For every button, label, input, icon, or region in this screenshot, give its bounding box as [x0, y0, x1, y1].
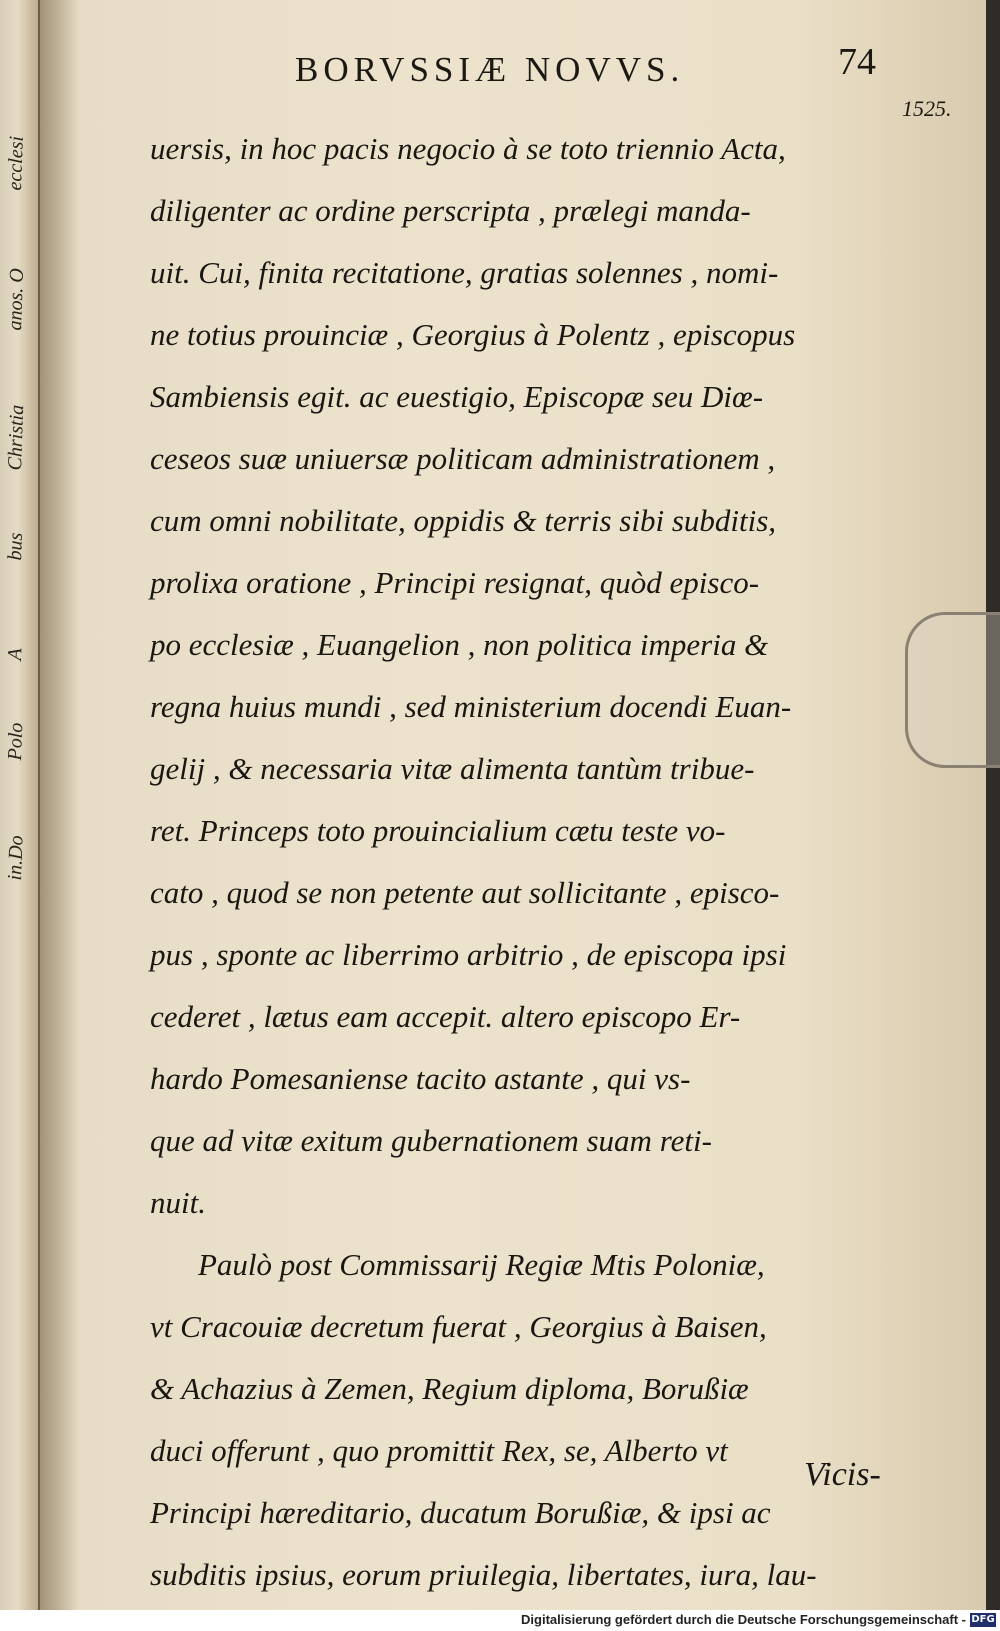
text-line: regna huius mundi , sed ministerium docendi Euan- [150, 689, 792, 724]
text-line: duci offerunt , quo promittit Rex, se, Alberto vt [150, 1433, 728, 1468]
text-line: subditis ipsius, eorum priuilegia, libertates, iura, lau- [150, 1557, 817, 1592]
catchword: Vicis- [804, 1456, 881, 1493]
left-page-fragment: A [4, 647, 27, 661]
text-line: diligenter ac ordine perscripta , prælegi manda- [150, 193, 751, 228]
gutter-shadow [40, 0, 80, 1610]
left-page-edge [0, 0, 40, 1610]
text-line: Principi hæreditario, ducatum Borußiæ, & ipsi ac [150, 1495, 771, 1530]
left-page-fragment: in.Do [4, 835, 28, 881]
text-line: cederet , lætus eam accepit. altero episcopo Er- [150, 999, 741, 1034]
text-line: ret. Princeps toto prouincialium cætu teste vo- [150, 813, 726, 848]
running-header: BORVSSIÆ NOVVS. [295, 50, 685, 89]
text-line: vt Cracouiæ decretum fuerat , Georgius à Baisen, [150, 1309, 767, 1344]
text-line: uersis, in hoc pacis negocio à se toto triennio Acta, [150, 131, 786, 166]
body-text [150, 118, 890, 1610]
text-line: cum omni nobilitate, oppidis & terris sibi subditis, [150, 503, 777, 538]
left-page-fragment: ecclesi [4, 135, 28, 191]
text-line: Paulò post Commissarij Regiæ Mtis Poloniæ, [198, 1247, 765, 1282]
text-line: uit. Cui, finita recitatione, gratias solennes , nomi- [150, 255, 779, 290]
left-page-fragment: Polo [4, 722, 28, 761]
funding-credit: Digitalisierung gefördert durch die Deutsche Forschungsgemeinschaft - [521, 1612, 966, 1627]
text-line: po ecclesiæ , Euangelion , non politica imperia & [150, 627, 769, 662]
text-line: cato , quod se non petente aut sollicitante , episco- [150, 875, 780, 910]
text-line: pus , sponte ac liberrimo arbitrio , de episcopa ipsi [150, 937, 787, 972]
text-line: ne totius prouinciæ , Georgius à Polentz , episcopus [150, 317, 796, 352]
text-line: gelij , & necessaria vitæ alimenta tantùm tribue- [150, 751, 755, 786]
text-line: prolixa oratione , Principi resignat, quòd episco- [150, 565, 760, 600]
text-line: que ad vitæ exitum gubernationem suam reti- [150, 1123, 712, 1158]
text-line: ceseos suæ uniuersæ politicam administrationem , [150, 441, 776, 476]
left-page-fragment: anos. O [4, 267, 29, 331]
text-line: hardo Pomesaniense tacito astante , qui vs- [150, 1061, 691, 1096]
left-page-fragment: Christia [4, 404, 29, 471]
footer-bar [0, 1610, 1000, 1631]
page-clip-tab [905, 612, 1000, 768]
text-line: & Achazius à Zemen, Regium diploma, Borußiæ [150, 1371, 749, 1406]
dfg-logo: DFG [971, 1614, 995, 1625]
margin-year-note: 1525. [902, 96, 952, 121]
page-number: 74 [838, 41, 876, 83]
text-line: nuit. [150, 1185, 206, 1220]
left-page-fragment: bus [4, 532, 27, 561]
text-line: Sambiensis egit. ac euestigio, Episcopæ seu Diœ- [150, 379, 764, 414]
right-scan-edge [986, 0, 1000, 1610]
